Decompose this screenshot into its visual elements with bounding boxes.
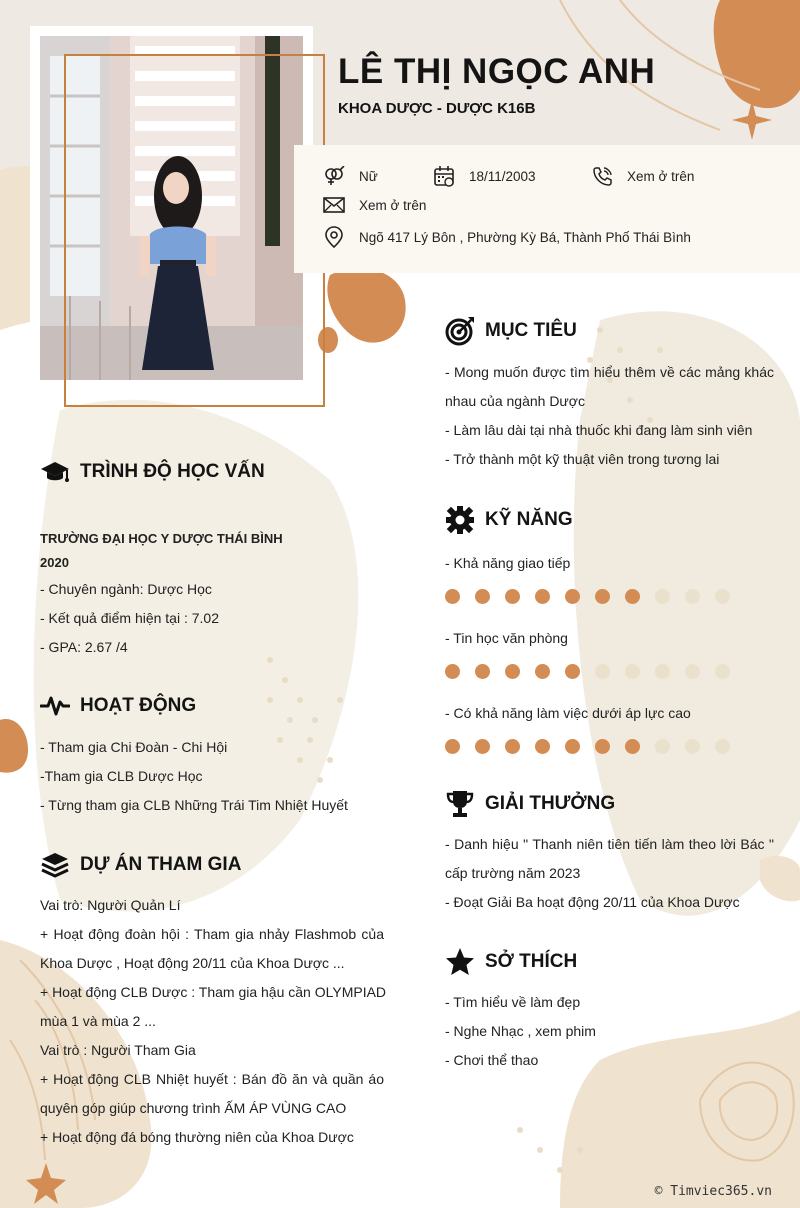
education-title: TRÌNH ĐỘ HỌC VẤN <box>80 461 265 482</box>
skill-dot <box>475 664 490 679</box>
dob-value: 18/11/2003 <box>469 169 536 184</box>
skill-dot <box>445 589 460 604</box>
skill-dot <box>475 739 490 754</box>
skill-dot <box>655 589 670 604</box>
skill-label: - Khả năng giao tiếp <box>445 555 571 571</box>
email-row <box>323 196 426 214</box>
location-pin-icon <box>323 226 345 248</box>
school-year: 2020 <box>40 555 69 570</box>
skill-dot <box>535 589 550 604</box>
email-value: Xem ở trên <box>359 197 427 213</box>
awards-section-title <box>445 789 615 819</box>
department: KHOA DƯỢC - DƯỢC K16B <box>338 100 536 117</box>
education-line: - Chuyên ngành: Dược Học <box>40 581 212 597</box>
skill-dot <box>445 664 460 679</box>
projects-title: DỰ ÁN THAM GIA <box>80 854 242 875</box>
skill-dot <box>535 739 550 754</box>
hobby-item: - Nghe Nhạc , xem phim <box>445 1023 596 1039</box>
award-line: - Đoạt Giải Ba hoạt động 20/11 của Khoa Dược <box>445 894 740 910</box>
activity-item: - Từng tham gia CLB Những Trái Tim Nhiệt Huyết <box>40 797 348 813</box>
skill-dot <box>565 664 580 679</box>
project-line: + Hoạt động CLB Nhiệt huyết : Bán đồ ăn và quần áo <box>40 1071 384 1087</box>
education-line: - Kết quả điểm hiện tại : 7.02 <box>40 610 219 626</box>
project-line: Khoa Dược , Hoạt động 20/11 của Khoa Dược ... <box>40 955 345 971</box>
skills-title: KỸ NĂNG <box>485 509 573 530</box>
hobbies-title: SỞ THÍCH <box>485 951 578 972</box>
target-icon <box>445 316 475 346</box>
activity-item: -Tham gia CLB Dược Học <box>40 768 203 784</box>
skill-dot <box>565 589 580 604</box>
skill-dot <box>715 739 730 754</box>
skill-dot <box>505 664 520 679</box>
phone-value: Xem ở trên <box>627 169 695 184</box>
trophy-icon <box>445 789 475 819</box>
skill-dot <box>595 664 610 679</box>
activities-title: HOẠT ĐỘNG <box>80 695 197 716</box>
email-icon <box>323 196 345 214</box>
graduation-cap-icon <box>40 459 70 485</box>
awards-title: GIẢI THƯỞNG <box>485 793 616 814</box>
project-line: quyên góp giúp chương trình ẤM ÁP VÙNG CAO <box>40 1100 347 1116</box>
skill-dot <box>625 664 640 679</box>
project-role: Vai trò: Người Quản Lí <box>40 897 181 913</box>
skill-dot <box>505 739 520 754</box>
objective-line: - Trở thành một kỹ thuật viên trong tương lai <box>445 451 720 467</box>
address-value: Ngõ 417 Lý Bôn , Phường Kỳ Bá, Thành Phố Thái Bình <box>359 229 691 245</box>
hobby-item: - Tìm hiểu về làm đẹp <box>445 994 581 1010</box>
dob-row <box>434 166 536 187</box>
skill-dot <box>625 739 640 754</box>
skill-dot <box>685 664 700 679</box>
pulse-icon <box>40 694 70 718</box>
objective-section-title <box>445 316 577 346</box>
objective-line: nhau của ngành Dược <box>445 393 585 409</box>
hobbies-section-title <box>445 947 577 977</box>
project-line: + Hoạt động đá bóng thường niên của Khoa Dược <box>40 1129 354 1145</box>
skill-rating <box>445 739 745 754</box>
phone-icon <box>592 166 613 187</box>
activity-item: - Tham gia Chi Đoàn - Chi Hội <box>40 739 228 755</box>
skill-dot <box>655 664 670 679</box>
layers-icon <box>40 852 70 878</box>
skill-dot <box>565 739 580 754</box>
activities-section-title <box>40 694 196 718</box>
gender-value: Nữ <box>359 168 378 184</box>
skill-dot <box>685 739 700 754</box>
skill-rating <box>445 589 745 604</box>
star-icon <box>445 947 475 977</box>
objective-line: - Làm lâu dài tại nhà thuốc khi đang làm sinh viên <box>445 422 753 438</box>
skill-dot <box>535 664 550 679</box>
school-name: TRƯỜNG ĐẠI HỌC Y DƯỢC THÁI BÌNH <box>40 531 283 546</box>
skill-dot <box>685 589 700 604</box>
gear-icon <box>445 505 475 535</box>
skill-dot <box>655 739 670 754</box>
photo-outline <box>64 54 325 407</box>
calendar-icon <box>434 166 455 187</box>
skill-label: - Tin học văn phòng <box>445 630 568 646</box>
award-line: - Danh hiệu " Thanh niên tiên tiến làm theo lời Bác " <box>445 836 774 852</box>
project-line: + Hoạt động CLB Dược : Tham gia hậu cần OLYMPIAD <box>40 984 387 1000</box>
skill-dot <box>715 589 730 604</box>
footer-credit: © Timviec365.vn <box>654 1184 772 1199</box>
skill-dot <box>625 589 640 604</box>
skill-rating <box>445 664 745 679</box>
full-name: LÊ THỊ NGỌC ANH <box>338 52 656 91</box>
phone-row <box>592 166 694 187</box>
education-line: - GPA: 2.67 /4 <box>40 639 128 655</box>
address-row <box>323 226 691 248</box>
project-line: mùa 1 và mùa 2 ... <box>40 1013 156 1029</box>
project-role: Vai trò : Người Tham Gia <box>40 1042 196 1058</box>
skill-dot <box>715 664 730 679</box>
project-line: + Hoạt động đoàn hội : Tham gia nhảy Flashmob của <box>40 926 384 942</box>
skill-dot <box>475 589 490 604</box>
skill-label: - Có khả năng làm việc dưới áp lực cao <box>445 705 691 721</box>
education-section-title <box>40 459 265 485</box>
objective-title: MỤC TIÊU <box>485 320 577 341</box>
objective-line: - Mong muốn được tìm hiểu thêm về các mảng khác <box>445 364 774 380</box>
skill-dot <box>595 739 610 754</box>
award-line: cấp trường năm 2023 <box>445 865 581 881</box>
skill-dot <box>445 739 460 754</box>
skills-section-title <box>445 505 573 535</box>
projects-section-title <box>40 852 241 878</box>
gender-row <box>323 166 378 186</box>
gender-icon <box>323 166 345 186</box>
skill-dot <box>595 589 610 604</box>
skill-dot <box>505 589 520 604</box>
hobby-item: - Chơi thể thao <box>445 1052 539 1068</box>
